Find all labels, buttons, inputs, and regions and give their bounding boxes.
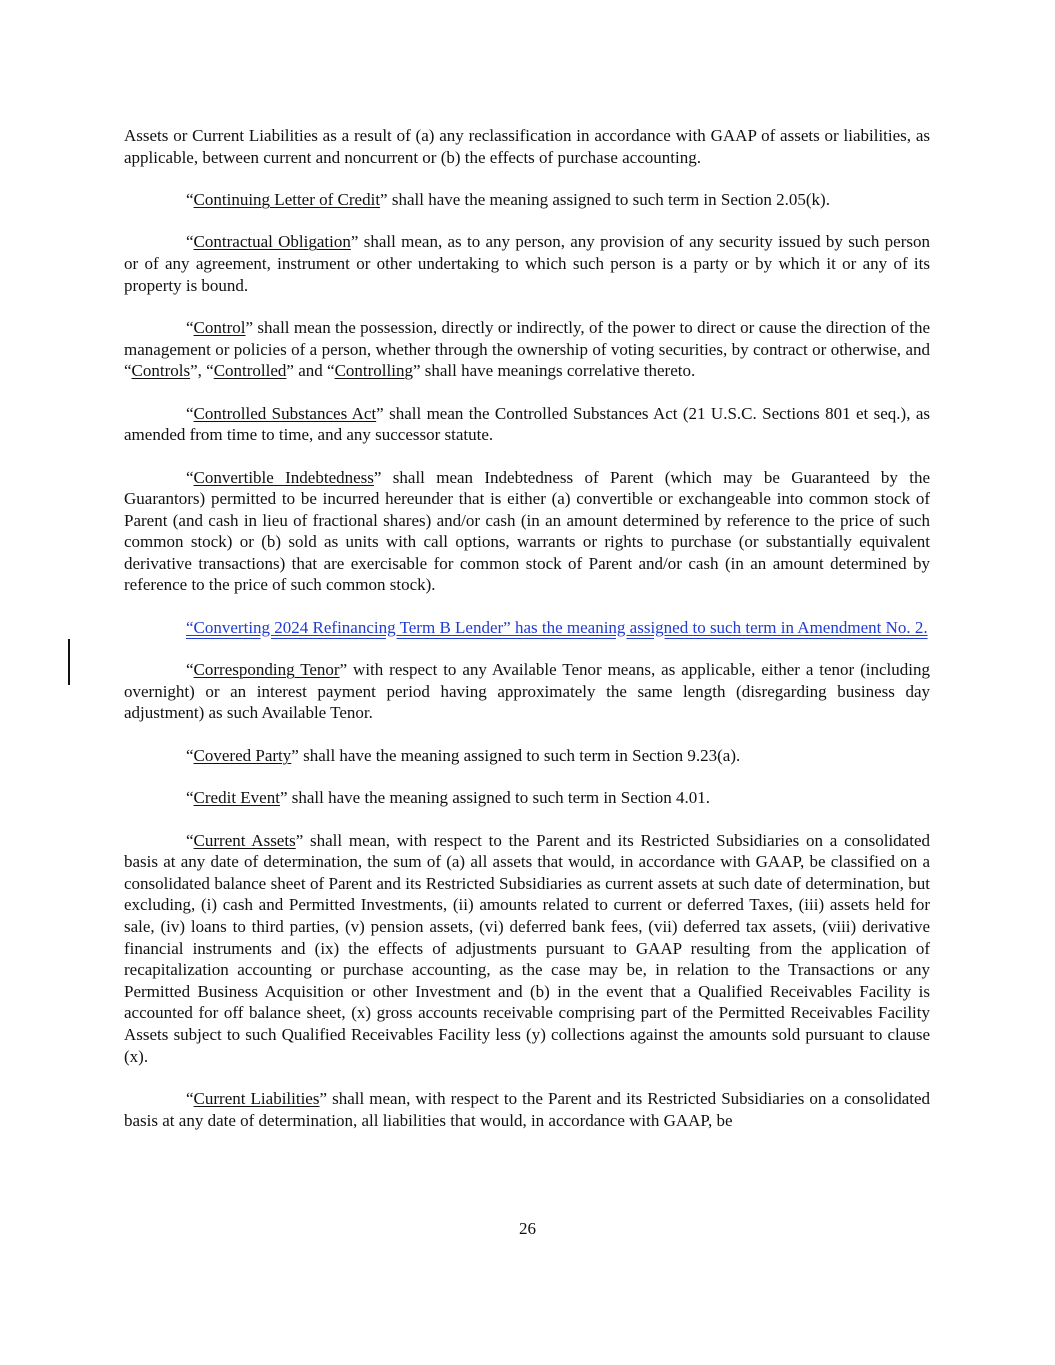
defined-term: Continuing Letter of Credit [193,189,381,209]
paragraph-text: “ [186,189,194,209]
defined-term: Contractual Obligation [193,232,351,252]
defined-term: Corresponding Tenor [193,660,340,680]
defined-term: Controls [131,361,191,381]
paragraph-text: Assets or Current Liabilities as a result of (a) any reclassification in accordance with GAAP of assets or liabilities, as applicable, between current and noncurrent or (b) the effects of purchase accounting. [124,126,930,167]
paragraph-text: “ [186,317,194,337]
paragraph-text: ” shall mean, with respect to the Parent and its Restricted Subsidiaries on a consolidated basis at any date of determination, the sum of (a) all assets that would, in accordance with GAAP, be classified on a consolidated balance sheet of Parent and its Restricted Subsidiaries as current assets at such date of determination, but excluding, (i) cash and Permitted Investments, (ii) amounts related to current or deferred Taxes, (iii) assets held for sale, (iv) loans to third parties, (v) pension assets, (vi) deferred bank fees, (vii) deferred tax assets, (viii) derivative financial instruments and (ix) the effects of adjustments pursuant to GAAP resulting from the application of recapitalization accounting or purchase accounting, as the case may be, in relation to the Transactions or any Permitted Business Acquisition or other Investment and (b) in the event that a Qualified Receivables Facility is accounted for off balance sheet, (x) gross accounts receivable comprising part of the Permitted Receivables Facility Assets subject to such Qualified Receivables Facility less (y) collections against the amounts sold pursuant to clause (x). [124,830,930,1066]
defined-term: Control [193,317,246,337]
paragraph-text: ” shall have the meaning assigned to such term in Section 9.23(a). [291,745,741,765]
paragraph-text: ” and “ [286,361,335,381]
paragraph-text: ” shall have the meaning assigned to such term in Section 4.01. [279,788,711,808]
definition-paragraph [124,403,930,446]
defined-term: Credit Event [193,788,280,808]
paragraph-text: “ [186,467,194,487]
definition-paragraph [124,1088,930,1131]
definition-paragraph [124,189,930,211]
revision-change-bar [68,639,70,685]
document-body [124,125,930,1152]
defined-term: Convertible Indebtedness [193,467,374,487]
paragraph-text: ” shall have meanings correlative thereto. [412,361,696,381]
defined-term: Covered Party [193,745,292,765]
defined-term: Controlled Substances Act [193,403,377,423]
defined-term: Current Liabilities [193,1088,320,1108]
definition-paragraph [124,787,930,809]
paragraph-text: ” shall mean Indebtedness of Parent (which may be Guaranteed by the Guarantors) permitted to be incurred hereunder that is either (a) convertible or exchangeable into common stock of Parent (and cash in lieu of fractional shares) and/or cash (in an amount determined by reference to the price of such common stock) or (b) sold as units with call options, warrants or rights to purchase (or substantially equivalent derivative transactions) that are exercisable for common stock of Parent and/or cash (in an amount determined by reference to the price of such common stock). [124,467,930,595]
definition-paragraph [124,830,930,1068]
paragraph-text: ” shall mean, as to any person, any provision of any security issued by such person or of any agreement, instrument or other undertaking to which such person is a party or by which it or any of its property is bound. [124,232,930,295]
definition-paragraph [124,659,930,724]
defined-term: Controlled [213,361,287,381]
definition-paragraph [124,125,930,168]
paragraph-text: “ [186,788,194,808]
paragraph-text: “ [186,660,194,680]
paragraph-text: ”, “ [190,361,214,381]
defined-term: Controlling [334,361,413,381]
paragraph-text: “ [186,745,194,765]
inserted-definition-paragraph [124,617,930,639]
paragraph-text: “ [186,403,194,423]
page-number: 26 [519,1219,536,1238]
paragraph-text: ” shall have the meaning assigned to such term in Section 2.05(k). [380,189,830,209]
inserted-text: “Converting 2024 Refinancing Term B Lender” has the meaning assigned to such term in Amendment No. 2. [186,617,928,637]
definition-paragraph [124,467,930,597]
paragraph-text: “ [186,1088,194,1108]
paragraph-text: ” shall mean the Controlled Substances Act (21 U.S.C. Sections 801 et seq.), as amended from time to time, and any successor statute. [124,403,930,445]
definition-paragraph [124,745,930,767]
paragraph-text: ” shall mean the possession, directly or indirectly, of the power to direct or cause the direction of the management or policies of a person, whether through the ownership of voting securities, by contract or otherwise, and “ [124,317,930,381]
paragraph-text: ” shall mean, with respect to the Parent and its Restricted Subsidiaries on a consolidated basis at any date of determination, all liabilities that would, in accordance with GAAP, be [124,1088,931,1130]
paragraph-text: “ [186,232,194,252]
paragraph-text: “ [186,830,194,850]
definition-paragraph [124,317,930,382]
paragraph-text: ” with respect to any Available Tenor means, as applicable, either a tenor (including overnight) or an interest payment period having approximately the same length (disregarding business day adjustment) as such Available Tenor. [124,660,930,723]
defined-term: Current Assets [193,830,296,850]
definition-paragraph [124,231,930,296]
